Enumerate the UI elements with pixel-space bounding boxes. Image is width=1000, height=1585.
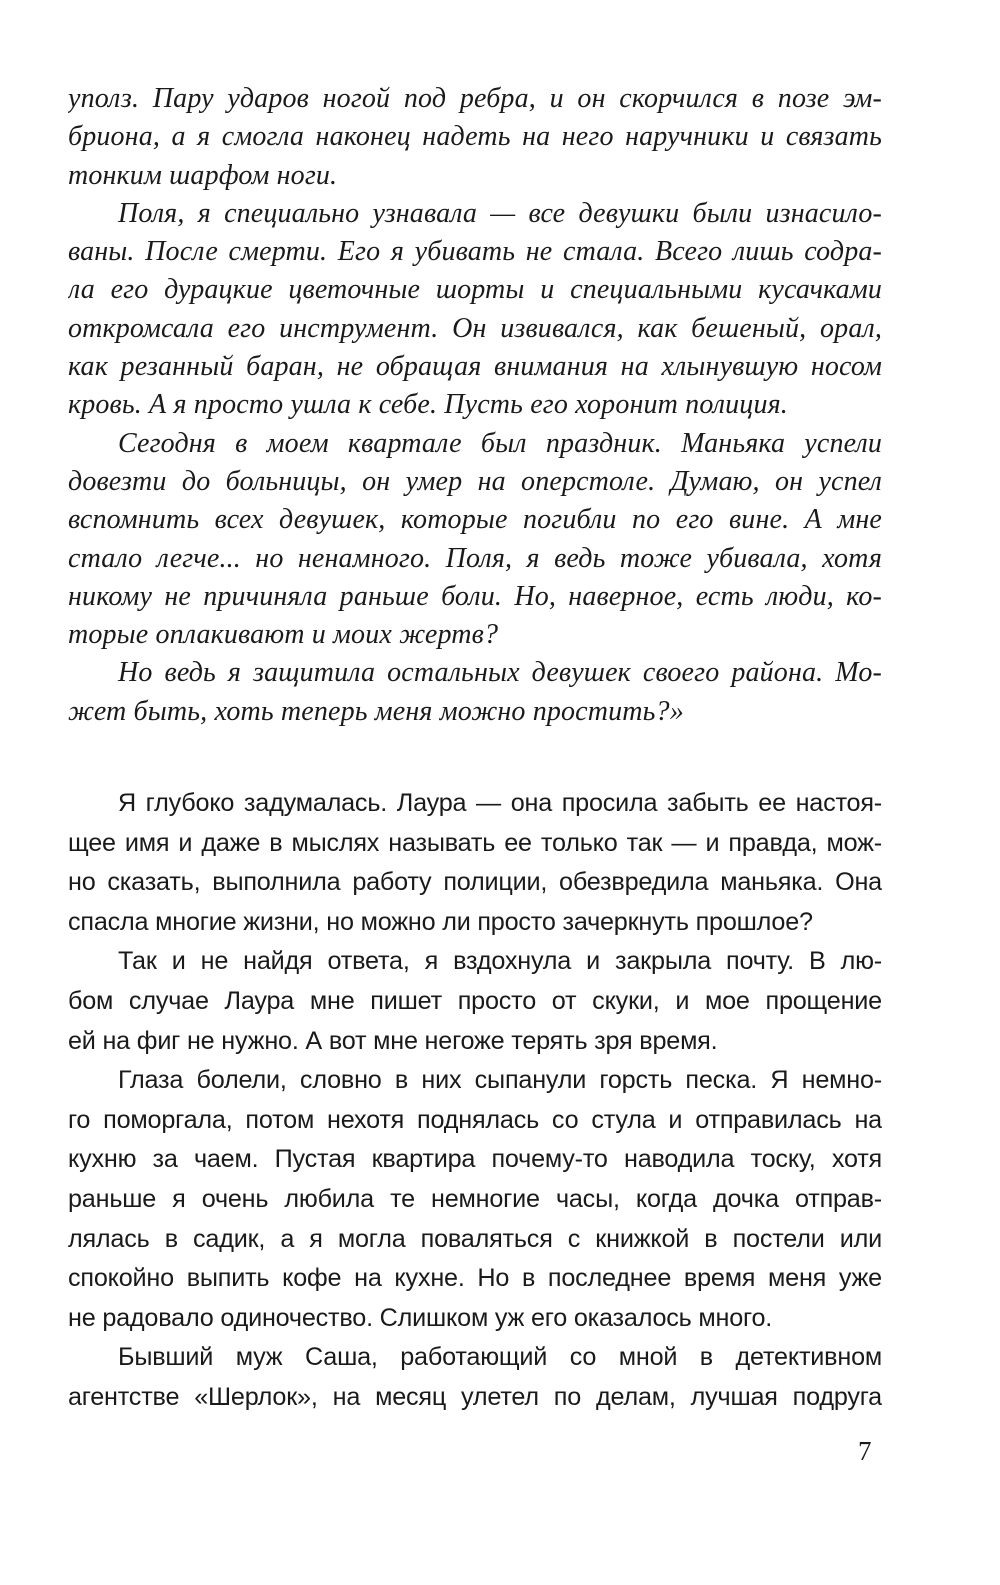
text-line: спасла многие жизни, но можно ли просто зачеркнуть прошлое? [68, 907, 813, 936]
text-line: не радовало одиночество. Слишком уж его оказалось много. [68, 1303, 773, 1332]
text-line: раньше я очень любила те немногие часы, когда дочка отправ- [68, 1184, 882, 1213]
text-line: тонким шарфом ноги. [68, 159, 338, 191]
text-line: бриона, а я смогла наконец надеть на него наручники и связать [68, 121, 882, 153]
text-line: ей на фиг не нужно. А вот мне негоже терять зря время. [68, 1026, 718, 1055]
text-line: Сегодня в моем квартале был праздник. Маньяка успели [118, 427, 882, 459]
text-line: Глаза болели, словно в них сыпанули горсть песка. Я немно- [118, 1066, 882, 1095]
text-line: уполз. Пару ударов ногой под ребра, и он скорчился в позе эм- [68, 83, 882, 114]
text-line: довезти до больницы, он умер на оперстоле. Думаю, он успел [68, 465, 882, 497]
narrative-text [68, 784, 882, 1418]
text-line: как резанный баран, не обращая внимания на хлынувшую носом [68, 351, 882, 383]
text-line: Я глубоко задумалась. Лаура — она просила забыть ее настоя- [118, 789, 882, 817]
text-line: го поморгала, потом нехотя поднялась со стула и отправилась на [68, 1105, 882, 1134]
text-line: спокойно выпить кофе на кухне. Но в последнее время меня уже [68, 1264, 882, 1293]
text-line: щее имя и даже в мыслях называть ее только так — и правда, мож- [68, 828, 882, 857]
text-line: но сказать, выполнила работу полиции, обезвредила маньяка. Она [68, 868, 882, 897]
text-line: кухню за чаем. Пустая квартира почему-то наводила тоску, хотя [68, 1145, 882, 1174]
text-line: жет быть, хоть теперь меня можно простить?» [68, 695, 684, 727]
text-line: Так и не найдя ответа, я вздохнула и закрыла почту. В лю- [118, 947, 882, 976]
book-page [68, 80, 882, 1585]
text-line: откромсала его инструмент. Он извивался, как бешеный, орал, [68, 312, 882, 344]
text-line: торые оплакивают и моих жертв? [68, 619, 499, 651]
text-line: вспомнить всех девушек, которые погибли по его вине. А мне [68, 504, 882, 536]
text-line: Бывший муж Саша, работающий со мной в детективном [118, 1343, 882, 1372]
text-line: агентстве «Шерлок», на месяц улетел по делам, лучшая подруга [68, 1382, 882, 1411]
text-line: Но ведь я защитила остальных девушек своего района. Мо- [118, 657, 882, 689]
text-line: ла его дурацкие цветочные шорты и специальными кусачками [68, 274, 882, 306]
letter-text [68, 80, 882, 731]
text-line: стало легче... но ненамного. Поля, я ведь тоже убивала, хотя [68, 542, 882, 574]
text-line: ваны. После смерти. Его я убивать не стала. Всего лишь содра- [68, 236, 882, 268]
text-line: лялась в садик, а я могла поваляться с книжкой в постели или [68, 1224, 882, 1253]
text-line: кровь. А я просто ушла к себе. Пусть его хоронит полиция. [68, 389, 788, 421]
text-line: Поля, я специально узнавала — все девушки были изнасило- [118, 197, 882, 229]
page-number: 7 [858, 1436, 872, 1466]
text-line: никому не причиняла раньше боли. Но, наверное, есть люди, ко- [68, 580, 882, 612]
text-line: бом случае Лаура мне пишет просто от скуки, и мое прощение [68, 986, 882, 1015]
